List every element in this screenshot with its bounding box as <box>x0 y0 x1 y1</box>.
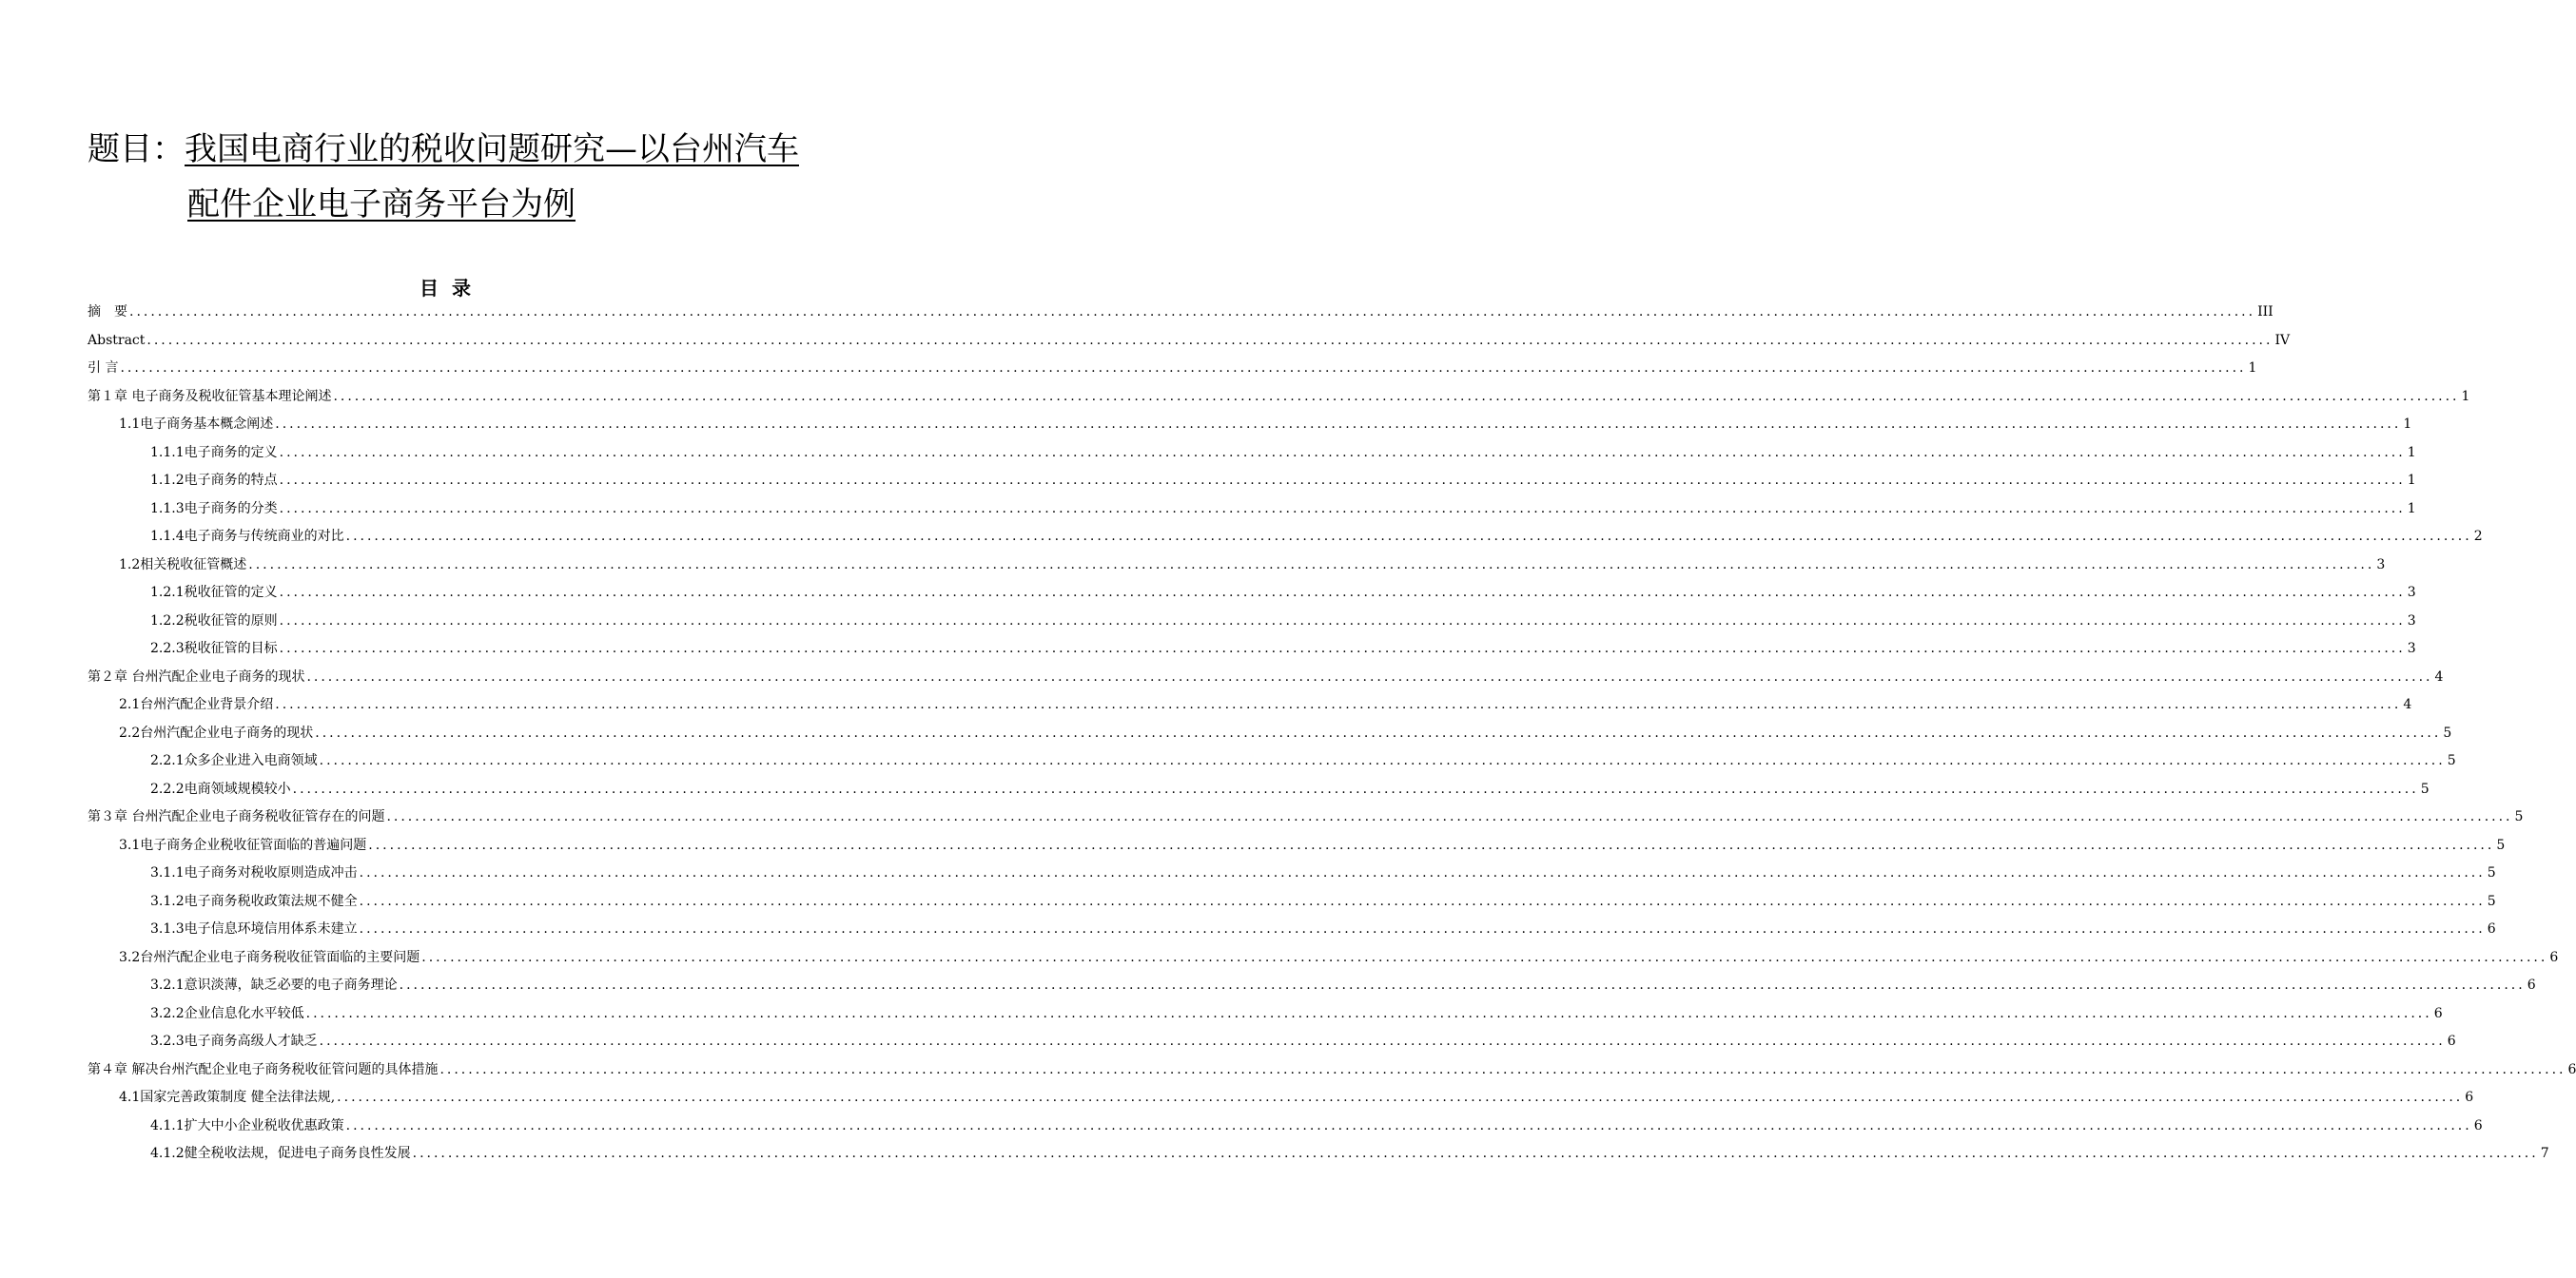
toc-entry[interactable] <box>88 691 2412 720</box>
toc-dot-leader: ............................................................................................................................................................................................................................................................................................................ <box>333 388 2460 404</box>
toc-dot-leader: ............................................................................................................................................................................................................................................................................................................ <box>120 360 2247 376</box>
toc-entry[interactable] <box>88 327 2291 356</box>
toc-dot-leader: ............................................................................................................................................................................................................................................................................................................ <box>345 1117 2472 1133</box>
toc-entry-label: 3.2.2企业信息化水平较低 <box>150 1005 304 1021</box>
toc-dot-leader: ............................................................................................................................................................................................................................................................................................................ <box>345 529 2472 544</box>
toc-dot-leader: ............................................................................................................................................................................................................................................................................................................ <box>399 978 2526 993</box>
toc-dot-leader: ............................................................................................................................................................................................................................................................................................................ <box>359 893 2486 909</box>
toc-dot-leader: ............................................................................................................................................................................................................................................................................................................ <box>359 865 2486 881</box>
toc-dot-leader: ............................................................................................................................................................................................................................................................................................................ <box>305 1005 2432 1021</box>
toc-dot-leader: ............................................................................................................................................................................................................................................................................................................ <box>368 837 2495 853</box>
toc-entry[interactable] <box>88 299 2274 327</box>
toc-dot-leader: ............................................................................................................................................................................................................................................................................................................ <box>279 585 2406 600</box>
title-line-2 <box>88 177 849 232</box>
toc-entry-page-number: 5 <box>2496 837 2506 853</box>
title-line-1 <box>88 122 849 177</box>
toc-entry[interactable] <box>88 804 2524 832</box>
toc-entry-page-number: 3 <box>2407 612 2416 629</box>
toc-entry-page-number: 5 <box>2487 893 2496 909</box>
toc-dot-leader: ............................................................................................................................................................................................................................................................................................................ <box>421 949 2548 965</box>
toc-dot-leader: ............................................................................................................................................................................................................................................................................................................ <box>319 753 2446 768</box>
toc-entry[interactable] <box>88 944 2559 973</box>
toc-entry-label: 第２章 台州汽配企业电子商务的现状 <box>88 668 305 685</box>
toc-heading: 目录 <box>420 277 484 300</box>
toc-entry-page-number: 6 <box>2433 1005 2443 1021</box>
toc-entry-page-number: 1 <box>2407 500 2416 516</box>
toc-entry[interactable] <box>88 1084 2474 1113</box>
toc-entry-page-number: 6 <box>2527 978 2536 993</box>
toc-entry-page-number: 3 <box>2376 556 2386 572</box>
toc-entry-page-number: 5 <box>2443 725 2452 741</box>
toc-entry-label: 1.1.2电子商务的特点 <box>150 473 278 488</box>
toc-entry-page-number: 6 <box>2465 1090 2474 1105</box>
toc-entry-page-number: 1 <box>2407 444 2416 460</box>
toc-entry-label: 第１章 电子商务及税收征管基本理论阐述 <box>88 388 332 404</box>
toc-dot-leader: ............................................................................................................................................................................................................................................................................................................ <box>306 668 2433 685</box>
toc-entry-page-number: 6 <box>2549 949 2559 965</box>
toc-entry-label: 2.2台州汽配企业电子商务的现状 <box>119 725 314 741</box>
toc-dot-leader: ............................................................................................................................................................................................................................................................................................................ <box>279 641 2406 656</box>
toc-entry-label: 3.1.2电子商务税收政策法规不健全 <box>150 893 358 909</box>
toc-entry[interactable] <box>88 439 2416 468</box>
toc-entry-label: 2.1台州汽配企业背景介绍 <box>119 697 274 712</box>
toc-entry[interactable] <box>88 776 2430 804</box>
toc-entry-label: 第４章 解决台州汽配企业电子商务税收征管问题的具体措施 <box>88 1061 439 1077</box>
toc-entry-page-number: 3 <box>2407 641 2416 656</box>
toc-entry[interactable] <box>88 523 2483 552</box>
toc-entry-page-number: 6 <box>2473 1117 2483 1133</box>
document-title <box>88 122 849 232</box>
toc-entry-label: 3.1.3电子信息环境信用体系未建立 <box>150 921 358 937</box>
toc-dot-leader: ............................................................................................................................................................................................................................................................................................................ <box>279 500 2406 516</box>
toc-entry[interactable] <box>88 720 2452 748</box>
toc-entry[interactable] <box>88 467 2416 495</box>
toc-entry[interactable] <box>88 972 2536 1000</box>
toc-entry-page-number: 6 <box>2567 1061 2576 1077</box>
toc-dot-leader: ............................................................................................................................................................................................................................................................................................................ <box>386 809 2513 824</box>
toc-entry-label: 1.1.4电子商务与传统商业的对比 <box>150 529 344 544</box>
toc-dot-leader: ............................................................................................................................................................................................................................................................................................................ <box>439 1061 2566 1077</box>
toc-entry[interactable] <box>88 860 2496 888</box>
toc-dot-leader: ............................................................................................................................................................................................................................................................................................................ <box>279 444 2406 460</box>
toc-entry-page-number: 3 <box>2407 585 2416 600</box>
toc-entry[interactable] <box>88 1028 2456 1056</box>
toc-entry-label: 引 言 <box>88 360 119 376</box>
toc-dot-leader: ............................................................................................................................................................................................................................................................................................................ <box>248 556 2375 572</box>
toc-entry-page-number: 1 <box>2248 360 2257 376</box>
toc-entry[interactable] <box>88 383 2470 412</box>
toc-dot-leader: ............................................................................................................................................................................................................................................................................................................ <box>279 612 2406 629</box>
toc-entry[interactable] <box>88 552 2386 580</box>
toc-dot-leader: ............................................................................................................................................................................................................................................................................................................ <box>359 921 2486 937</box>
toc-entry[interactable] <box>88 1140 2549 1169</box>
toc-entry[interactable] <box>88 888 2496 917</box>
toc-dot-leader: ............................................................................................................................................................................................................................................................................................................ <box>337 1090 2464 1105</box>
toc-dot-leader: ............................................................................................................................................................................................................................................................................................................ <box>129 304 2256 320</box>
toc-entry-label: Abstract <box>88 332 146 348</box>
title-text-line-1: 我国电商行业的税收问题研究—以台州汽车 <box>185 130 799 168</box>
toc-dot-leader: ............................................................................................................................................................................................................................................................................................................ <box>319 1034 2446 1049</box>
toc-entry-page-number: IV <box>2274 332 2291 348</box>
toc-dot-leader: ............................................................................................................................................................................................................................................................................................................ <box>275 697 2402 712</box>
toc-entry-label: 1.2.1税收征管的定义 <box>150 585 278 600</box>
toc-entry-page-number: 6 <box>2447 1034 2456 1049</box>
toc-dot-leader: ............................................................................................................................................................................................................................................................................................................ <box>146 332 2274 348</box>
toc-entry[interactable] <box>88 1000 2443 1029</box>
toc-entry-page-number: 1 <box>2403 416 2412 432</box>
toc-entry[interactable] <box>88 1056 2576 1085</box>
toc-entry[interactable] <box>88 1113 2483 1141</box>
toc-entry[interactable] <box>88 916 2496 944</box>
toc-entry[interactable] <box>88 355 2257 383</box>
toc-entry-page-number: 5 <box>2447 753 2456 768</box>
toc-entry-label: 4.1.1扩大中小企业税收优惠政策 <box>150 1117 344 1133</box>
toc-entry-label: 3.2.1意识淡薄，缺乏必要的电子商务理论 <box>150 978 398 993</box>
table-of-contents <box>88 299 2576 1169</box>
toc-entry-page-number: 4 <box>2403 697 2412 712</box>
toc-entry-page-number: 4 <box>2434 668 2444 685</box>
toc-entry-label: 1.1.3电子商务的分类 <box>150 500 278 516</box>
toc-entry[interactable] <box>88 747 2456 776</box>
title-text-line-2: 配件企业电子商务平台为例 <box>187 185 576 223</box>
toc-entry-page-number: 1 <box>2461 388 2470 404</box>
toc-entry-page-number: 5 <box>2487 865 2496 881</box>
toc-entry[interactable] <box>88 635 2416 664</box>
toc-entry[interactable] <box>88 608 2416 636</box>
toc-entry[interactable] <box>88 579 2416 608</box>
toc-dot-leader: ............................................................................................................................................................................................................................................................................................................ <box>292 781 2419 797</box>
toc-entry-label: 1.2相关税收征管概述 <box>119 556 247 572</box>
toc-entry-label: 3.2.3电子商务高级人才缺乏 <box>150 1034 318 1049</box>
toc-entry-label: 2.2.1众多企业进入电商领域 <box>150 753 318 768</box>
toc-entry-page-number: 6 <box>2487 921 2496 937</box>
toc-dot-leader: ............................................................................................................................................................................................................................................................................................................ <box>275 416 2402 432</box>
toc-entry-page-number: 1 <box>2407 473 2416 488</box>
toc-entry[interactable] <box>88 664 2444 692</box>
toc-entry[interactable] <box>88 411 2412 439</box>
toc-dot-leader: ............................................................................................................................................................................................................................................................................................................ <box>279 473 2406 488</box>
toc-entry-label: 3.1电子商务企业税收征管面临的普遍问题 <box>119 837 367 853</box>
toc-entry-page-number: 5 <box>2420 781 2430 797</box>
toc-entry-label: 2.2.2电商领域规模较小 <box>150 781 291 797</box>
toc-entry[interactable] <box>88 495 2416 524</box>
toc-entry-label: 1.1电子商务基本概念阐述 <box>119 416 274 432</box>
toc-entry-label: 2.2.3税收征管的目标 <box>150 641 278 656</box>
toc-entry[interactable] <box>88 832 2506 861</box>
toc-entry-label: 4.1.2健全税收法规，促进电子商务良性发展 <box>150 1146 411 1161</box>
toc-entry-label: 第３章 台州汽配企业电子商务税收征管存在的问题 <box>88 809 385 824</box>
toc-entry-page-number: III <box>2257 304 2274 320</box>
toc-entry-label: 4.1国家完善政策制度 健全法律法规, <box>119 1090 336 1105</box>
toc-entry-label: 1.1.1电子商务的定义 <box>150 444 278 460</box>
toc-dot-leader: ............................................................................................................................................................................................................................................................................................................ <box>412 1146 2539 1161</box>
toc-entry-label: 3.1.1电子商务对税收原则造成冲击 <box>150 865 358 881</box>
title-prefix: 题目： <box>88 130 185 168</box>
toc-entry-page-number: 2 <box>2473 529 2483 544</box>
toc-entry-label: 3.2台州汽配企业电子商务税收征管面临的主要问题 <box>119 949 420 965</box>
toc-entry-page-number: 5 <box>2514 809 2524 824</box>
toc-dot-leader: ............................................................................................................................................................................................................................................................................................................ <box>315 725 2442 741</box>
toc-entry-label: 1.2.2税收征管的原则 <box>150 612 278 629</box>
toc-entry-page-number: 7 <box>2540 1146 2549 1161</box>
toc-entry-label: 摘 要 <box>88 304 127 320</box>
